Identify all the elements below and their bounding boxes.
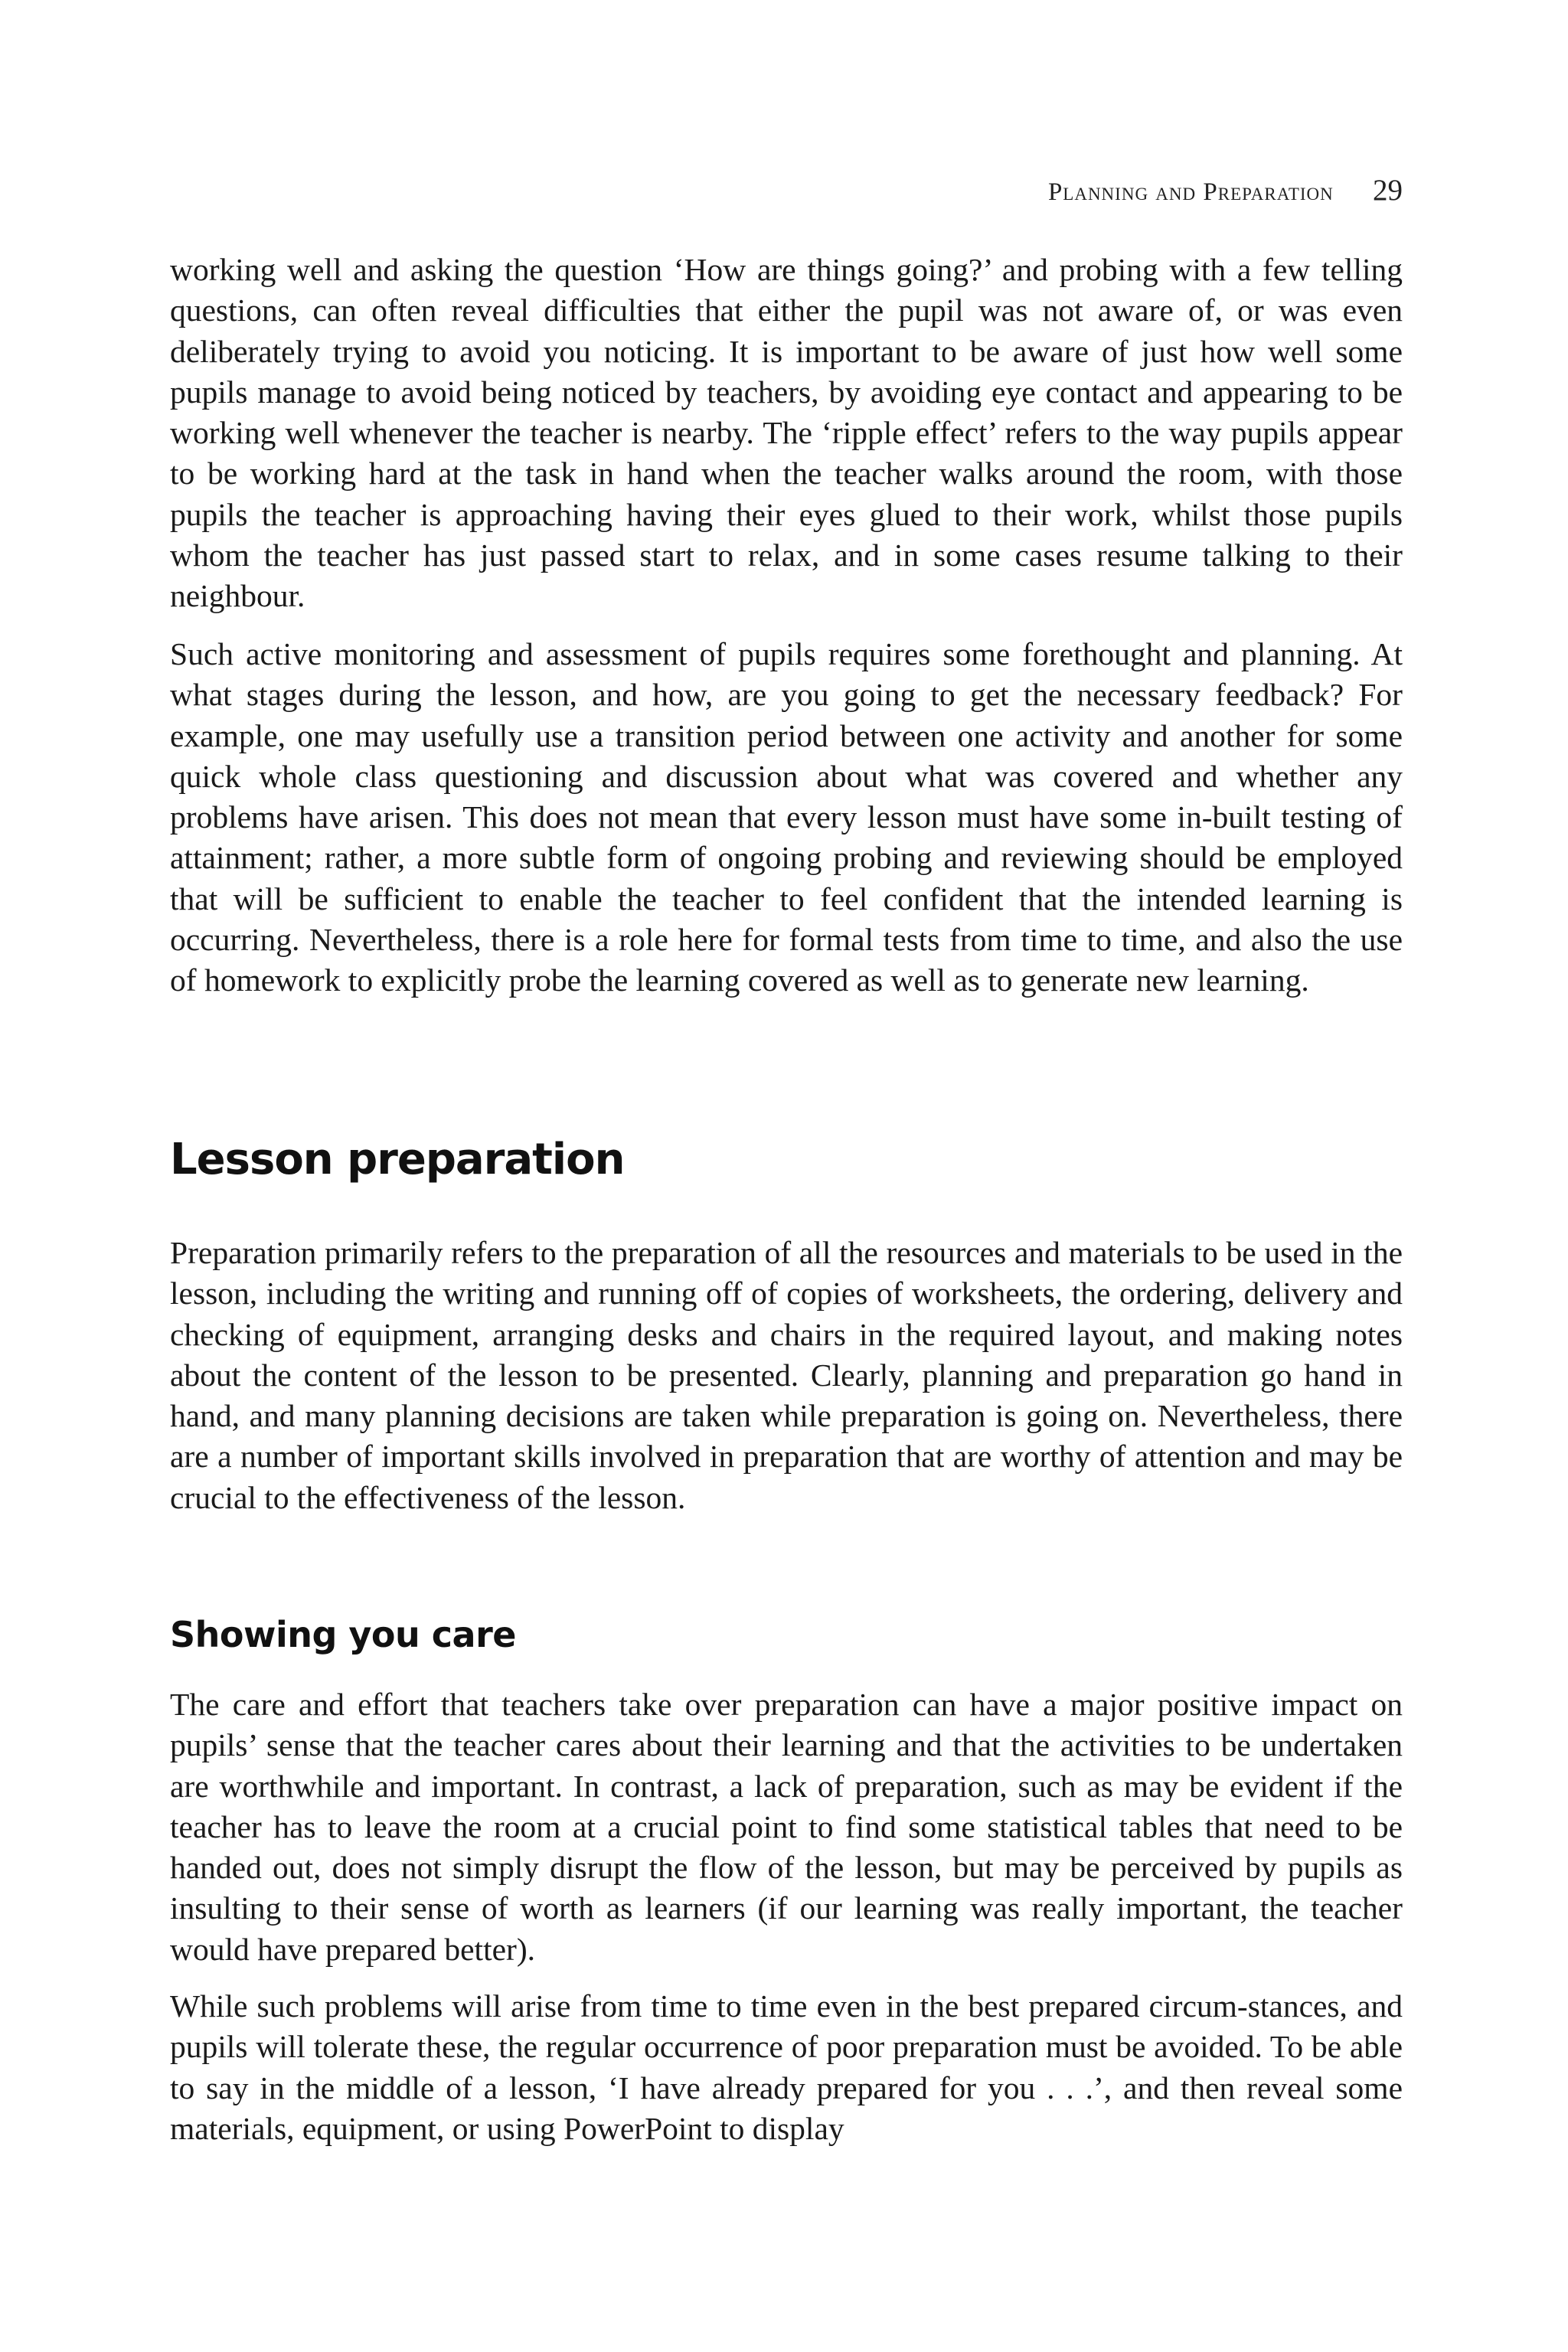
paragraph-text: Such active monitoring and assessment of pupils requires some forethought and planning. At what stages during the lesson, and how, are you going to get the necessary feedback? For example, one may usefully use a transition period between one activity and another for some quick whole class questioning and discussion about what was covered and whether any problems have arisen. This does not mean that every lesson must have some in-built testing of attainment; rather, a more subtle form of ongoing probing and reviewing should be employed that will be sufficient to enable the teacher to feel confident that the intended learning is occurring. Nevertheless, there is a role here for formal tests from time to time, and also the use of homework to explicitly probe the learning covered as well as to generate new learning. bbox=[170, 636, 1403, 998]
body-paragraph-5 bbox=[170, 1986, 1403, 2149]
running-head-title: Planning and Preparation bbox=[1047, 178, 1334, 206]
running-head bbox=[1048, 173, 1403, 207]
body-paragraph-3 bbox=[170, 1233, 1403, 1518]
page-number: 29 bbox=[1373, 174, 1403, 207]
section-heading-lesson-preparation: Lesson preparation bbox=[170, 1135, 625, 1184]
body-paragraph-4 bbox=[170, 1684, 1403, 1970]
paragraph-text: Preparation primarily refers to the preparation of all the resources and materials to be used in the lesson, including the writing and running off of copies of worksheets, the ordering, delivery and checking of equipment, arranging desks and chairs in the required layout, and making notes about the content of the lesson to be presented. Clearly, planning and preparation go hand in hand, and many planning decisions are taken while preparation is going on. Nevertheless, there are a number of important skills involved in preparation that are worthy of attention and may be crucial to the effectiveness of the lesson. bbox=[170, 1235, 1403, 1515]
paragraph-text: working well and asking the question ‘How are things going?’ and probing with a few telling questions, can often reveal difficulties that either the pupil was not aware of, or was even deliberately trying to avoid you noticing. It is important to be aware of just how well some pupils manage to avoid being noticed by teachers, by avoiding eye contact and appearing to be working well whenever the teacher is nearby. The ‘ripple effect’ refers to the way pupils appear to be working hard at the task in hand when the teacher walks around the room, with those pupils the teacher is approaching having their eyes glued to their work, whilst those pupils whom the teacher has just passed start to relax, and in some cases resume talking to their neighbour. bbox=[170, 252, 1403, 614]
body-paragraph-1 bbox=[170, 250, 1403, 617]
paragraph-text: The care and effort that teachers take over preparation can have a major positive impact on pupils’ sense that the teacher cares about their learning and that the activities to be undertaken are worthwhile and important. In contrast, a lack of preparation, such as may be evident if the teacher has to leave the room at a crucial point to find some statistical tables that need to be handed out, does not simply disrupt the flow of the lesson, but may be perceived by pupils as insulting to their sense of worth as learners (if our learning was really important, the teacher would have prepared better). bbox=[170, 1687, 1403, 1967]
subsection-heading-showing-you-care: Showing you care bbox=[170, 1614, 516, 1655]
body-paragraph-2 bbox=[170, 634, 1403, 1001]
paragraph-text: While such problems will arise from time to time even in the best prepared circum-stances, and pupils will tolerate these, the regular occurrence of poor preparation must be avoided. To be able to say in the middle of a lesson, ‘I have already prepared for you . . .’, and then reveal some materials, equipment, or using PowerPoint to display bbox=[170, 1988, 1403, 2146]
